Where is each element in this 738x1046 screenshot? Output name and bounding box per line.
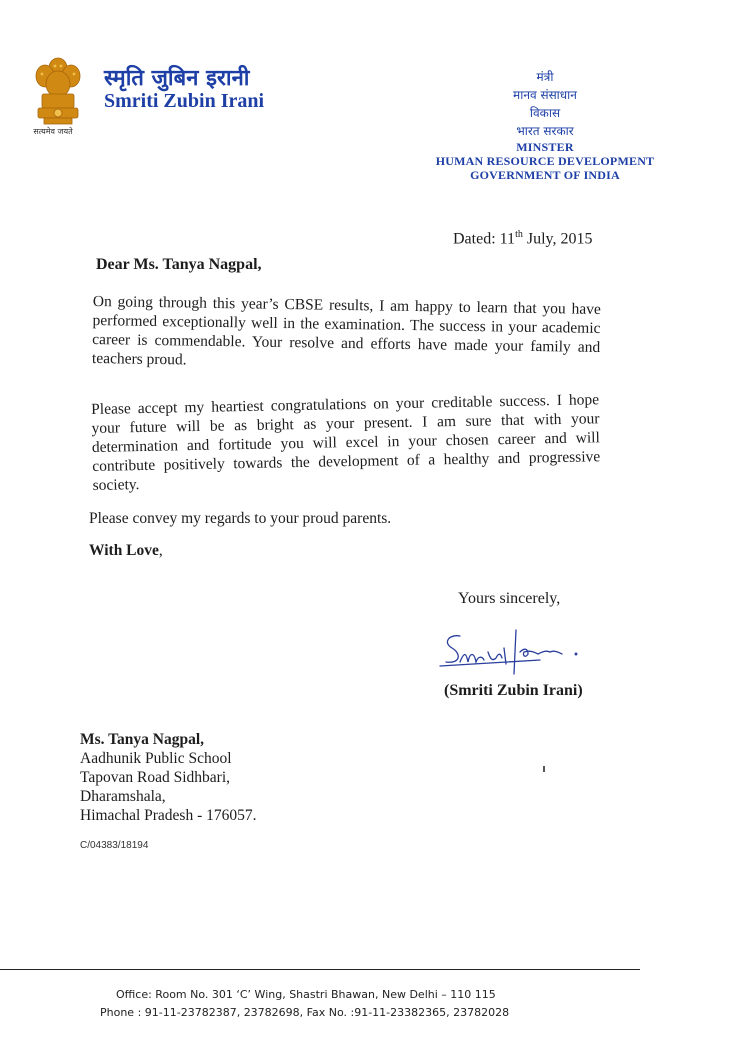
address-line: Himachal Pradesh - 176057. <box>80 807 257 824</box>
yours-sincerely: Yours sincerely, <box>458 590 561 607</box>
closing: With Love, <box>89 542 163 559</box>
title-hindi-line: मानव संसाधान <box>513 88 577 102</box>
address-line: Tapovan Road Sidhbari, <box>80 769 231 786</box>
footer-divider <box>0 969 640 970</box>
title-hindi-line: विकास <box>529 106 561 120</box>
body-paragraph-1: On going through this year’s CBSE results, I am happy to learn that you have performed exceptionally well in the examination. The success in your academic career is commendable. Your resolve and efforts have made your family and teachers proud. <box>91 292 601 369</box>
body-paragraph-2: Please accept my heartiest congratulations on your creditable success. I hope your future will be as bright as your present. I am sure that with your determination and fortitude you will excel in your chosen career and will contribute positively towards the development of a healthy and progressive society. <box>91 391 601 494</box>
minister-name-english: Smriti Zubin Irani <box>104 90 265 112</box>
title-english-line: MINSTER <box>516 140 574 154</box>
scan-speck <box>543 766 545 772</box>
letter-date: Dated: 11th July, 2015 <box>453 229 593 248</box>
reference-number: C/04383/18194 <box>80 840 149 851</box>
address-line: Dharamshala, <box>80 788 166 805</box>
signer-name: (Smriti Zubin Irani) <box>444 682 583 699</box>
footer-contact <box>100 986 509 1022</box>
emblem-motto: सत्यमेव जयते <box>33 127 73 136</box>
recipient-name: Ms. Tanya Nagpal, <box>80 731 205 748</box>
ministry-title-block <box>425 68 665 182</box>
recipient-address <box>80 730 257 825</box>
title-hindi-line: मंत्री <box>536 70 554 84</box>
footer-phone: Phone : 91-11-23782387, 23782698, Fax No. :91-11-23382365, 23782028 <box>100 1006 510 1019</box>
minister-name-hindi: स्मृति जुबिन इरानी <box>104 66 250 91</box>
salutation: Dear Ms. Tanya Nagpal, <box>96 256 262 273</box>
title-english-line: HUMAN RESOURCE DEVELOPMENT <box>435 154 655 168</box>
signature <box>430 622 600 680</box>
body-paragraph-3: Please convey my regards to your proud parents. <box>89 510 392 527</box>
footer-office: Office: Room No. 301 ‘C’ Wing, Shastri Bhawan, New Delhi – 110 115 <box>116 988 496 1001</box>
address-line: Aadhunik Public School <box>80 750 232 767</box>
title-hindi-line: भारत सरकार <box>516 124 574 138</box>
title-english-line: GOVERNMENT OF INDIA <box>470 168 620 182</box>
